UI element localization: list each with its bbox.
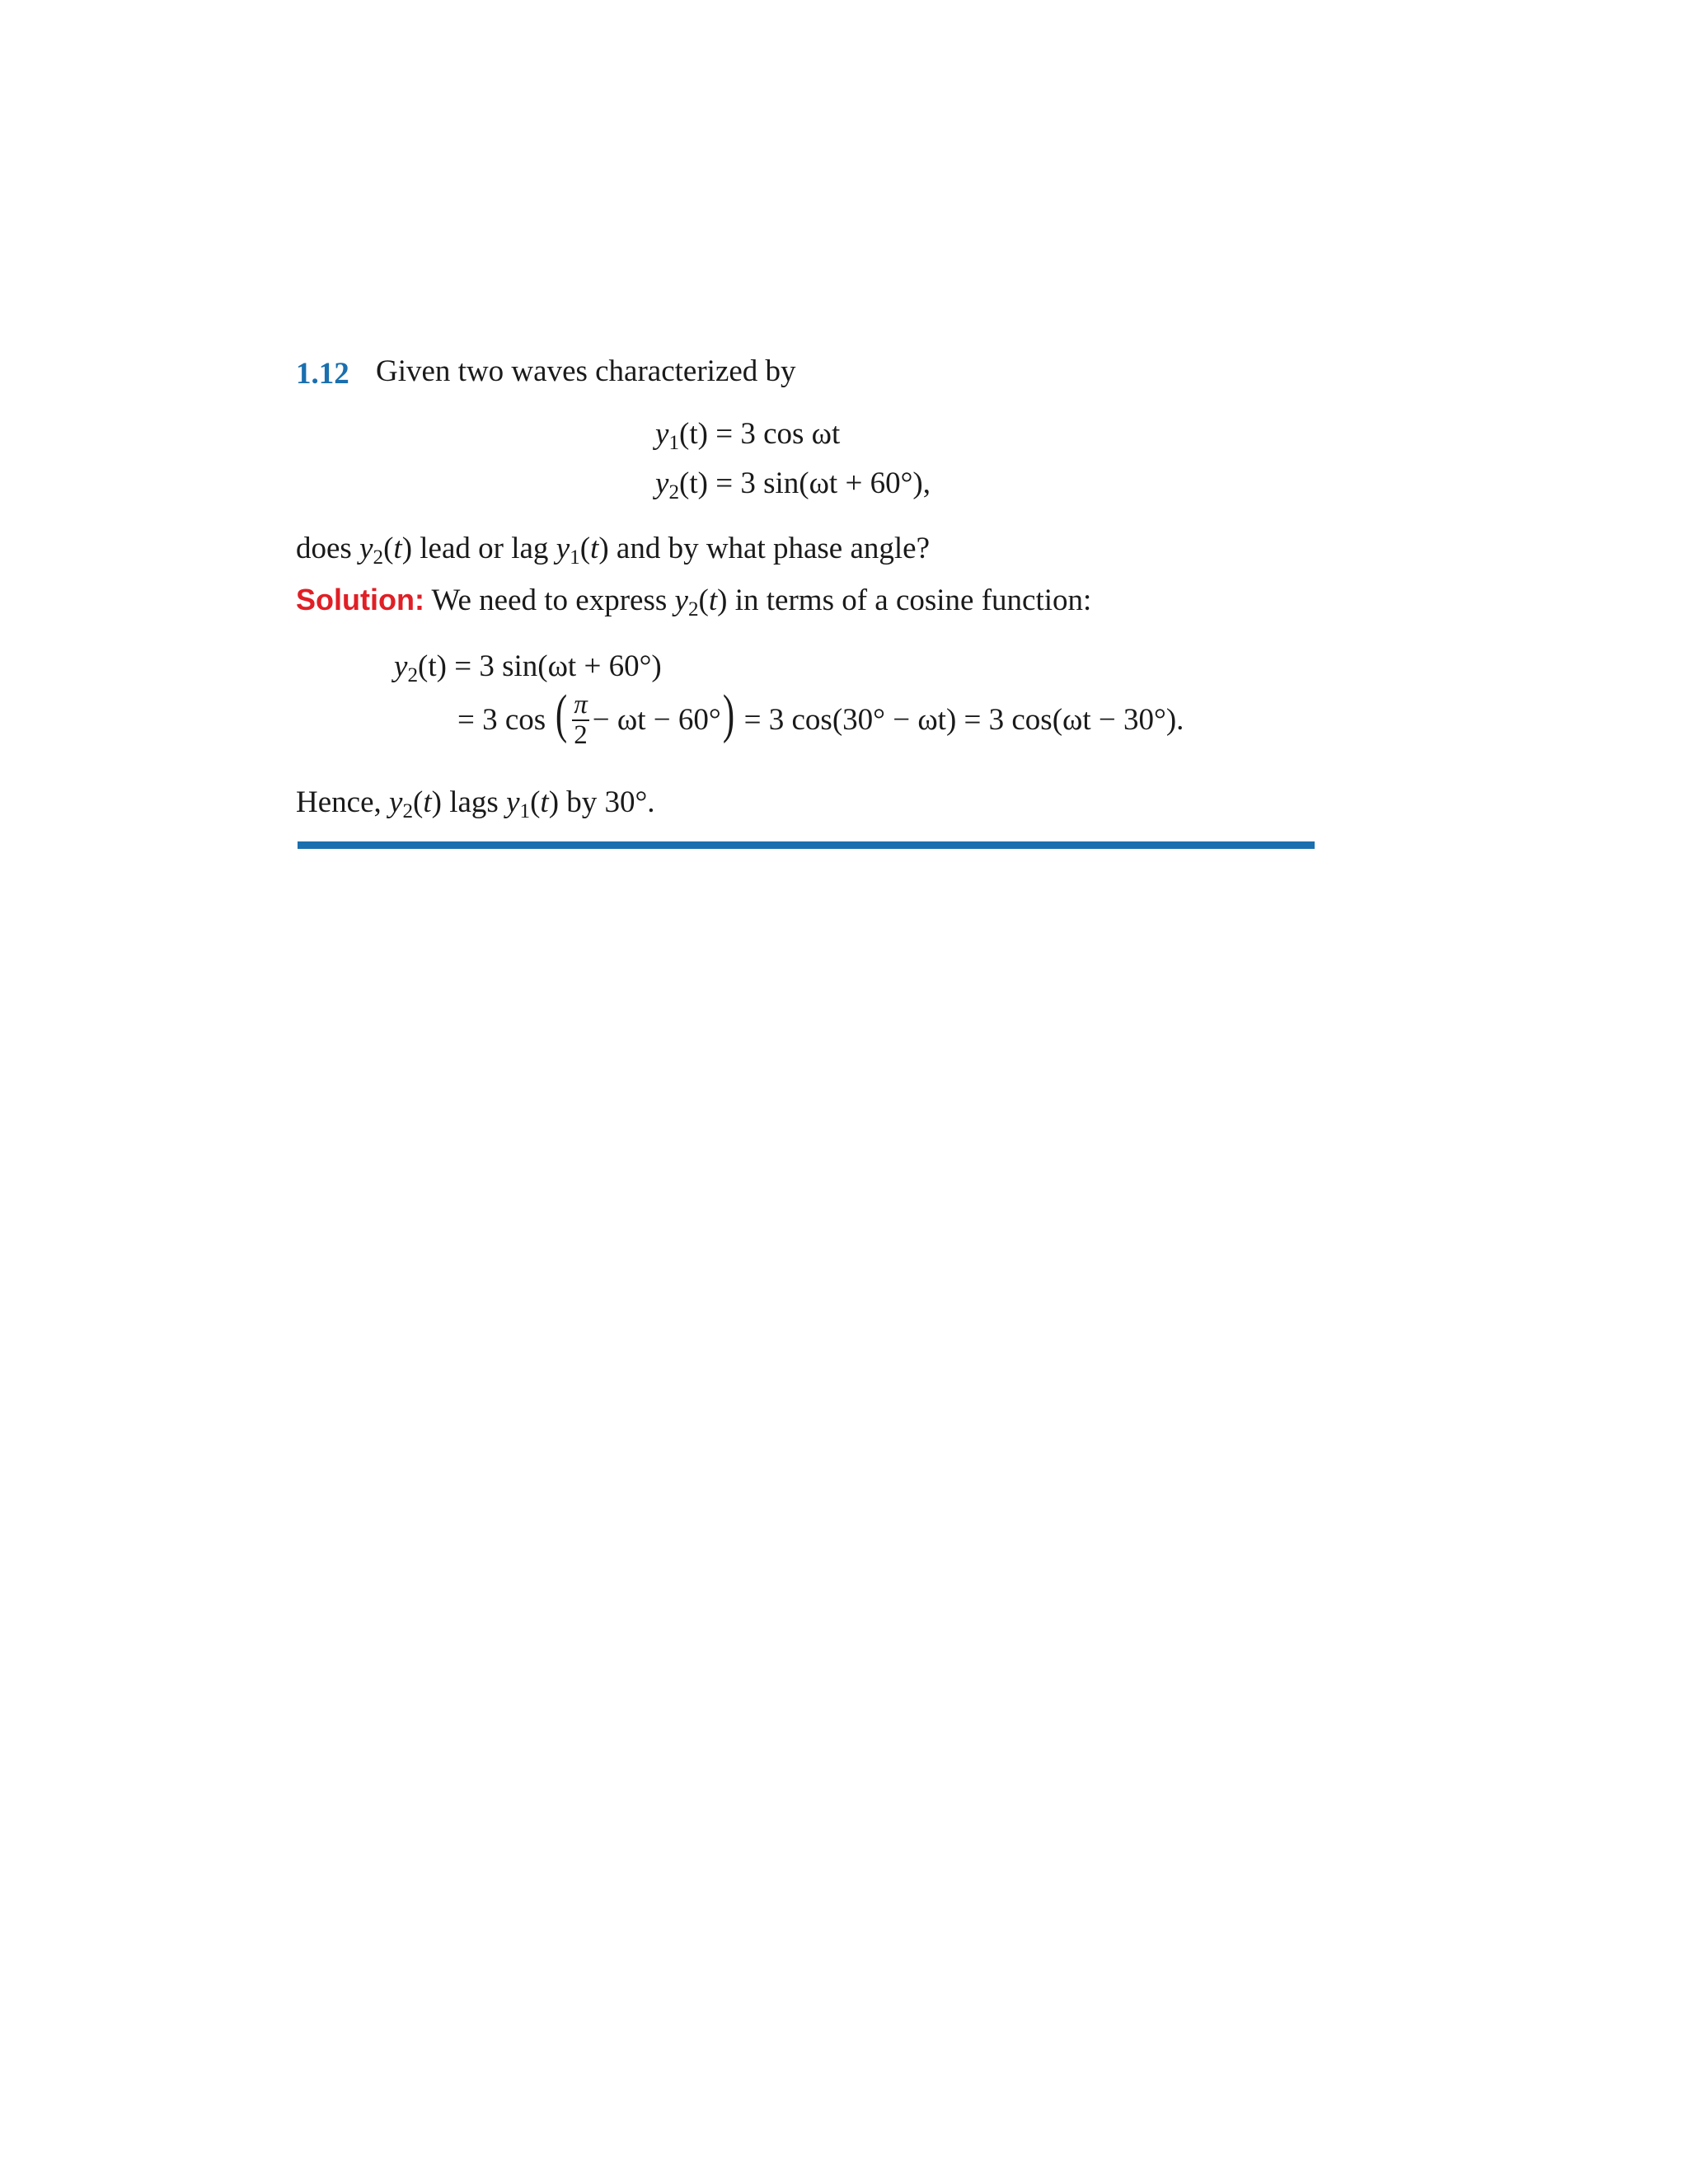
question-part3: and by what phase angle? [616,532,931,565]
solution-y2: $y_2(t)$ [674,583,728,621]
eq2-rhs: = 3 sin(ωt + 60°), [715,466,931,500]
solution-label: Solution: [296,583,424,616]
eq3-sub: 2 [407,664,419,687]
question-y2: $y_2(t)$ [359,532,413,569]
eq2-var: y [655,466,669,500]
eq1-sub: 1 [668,432,680,455]
eq3-var: y [394,649,408,683]
solution-line [296,583,1092,621]
left-paren: ( [556,683,568,744]
problem-intro: Given two waves characterized by [376,354,796,388]
eq4-prefix: = 3 cos [457,703,546,738]
solution-text2: in terms of a cosine function: [734,583,1092,617]
problem-number: 1.12 [296,357,349,391]
conclusion-line [296,785,655,823]
conclusion-y1: $y_1(t)$ [506,785,560,823]
equation-y1 [655,417,841,455]
conclusion-part2: lags [449,785,499,819]
frac-numerator: π [574,690,588,719]
eq2-arg: (t) [679,466,708,500]
eq4-suffix: = 3 cos(30° − ωt) = 3 cos(ωt − 30°). [743,703,1184,738]
eq1-rhs: = 3 cos ωt [715,417,841,451]
derivation-line-2 [457,683,1184,750]
eq4-inside: − ωt − 60° [592,703,721,738]
conclusion-y2: $y_2(t)$ [389,785,442,823]
pi-over-2-fraction [572,691,589,749]
eq3-rhs: = 3 sin(ωt + 60°) [454,649,662,683]
eq1-arg: (t) [679,417,708,451]
question-part2: lead or lag [420,532,549,565]
eq1-var: y [655,417,669,451]
eq3-arg: (t) [418,649,447,683]
derivation-line-1 [394,649,662,687]
question-part1: does [296,532,352,565]
frac-denominator: 2 [574,719,588,750]
question-y1: $y_1(t)$ [556,532,609,569]
conclusion-part3: by 30°. [566,785,655,819]
solution-text1: We need to express [431,583,668,617]
conclusion-part1: Hence, [296,785,382,819]
right-paren: ) [722,683,734,744]
section-divider [298,841,1315,849]
eq2-sub: 2 [668,481,680,504]
question-line [296,532,931,569]
equation-y2 [655,466,931,504]
